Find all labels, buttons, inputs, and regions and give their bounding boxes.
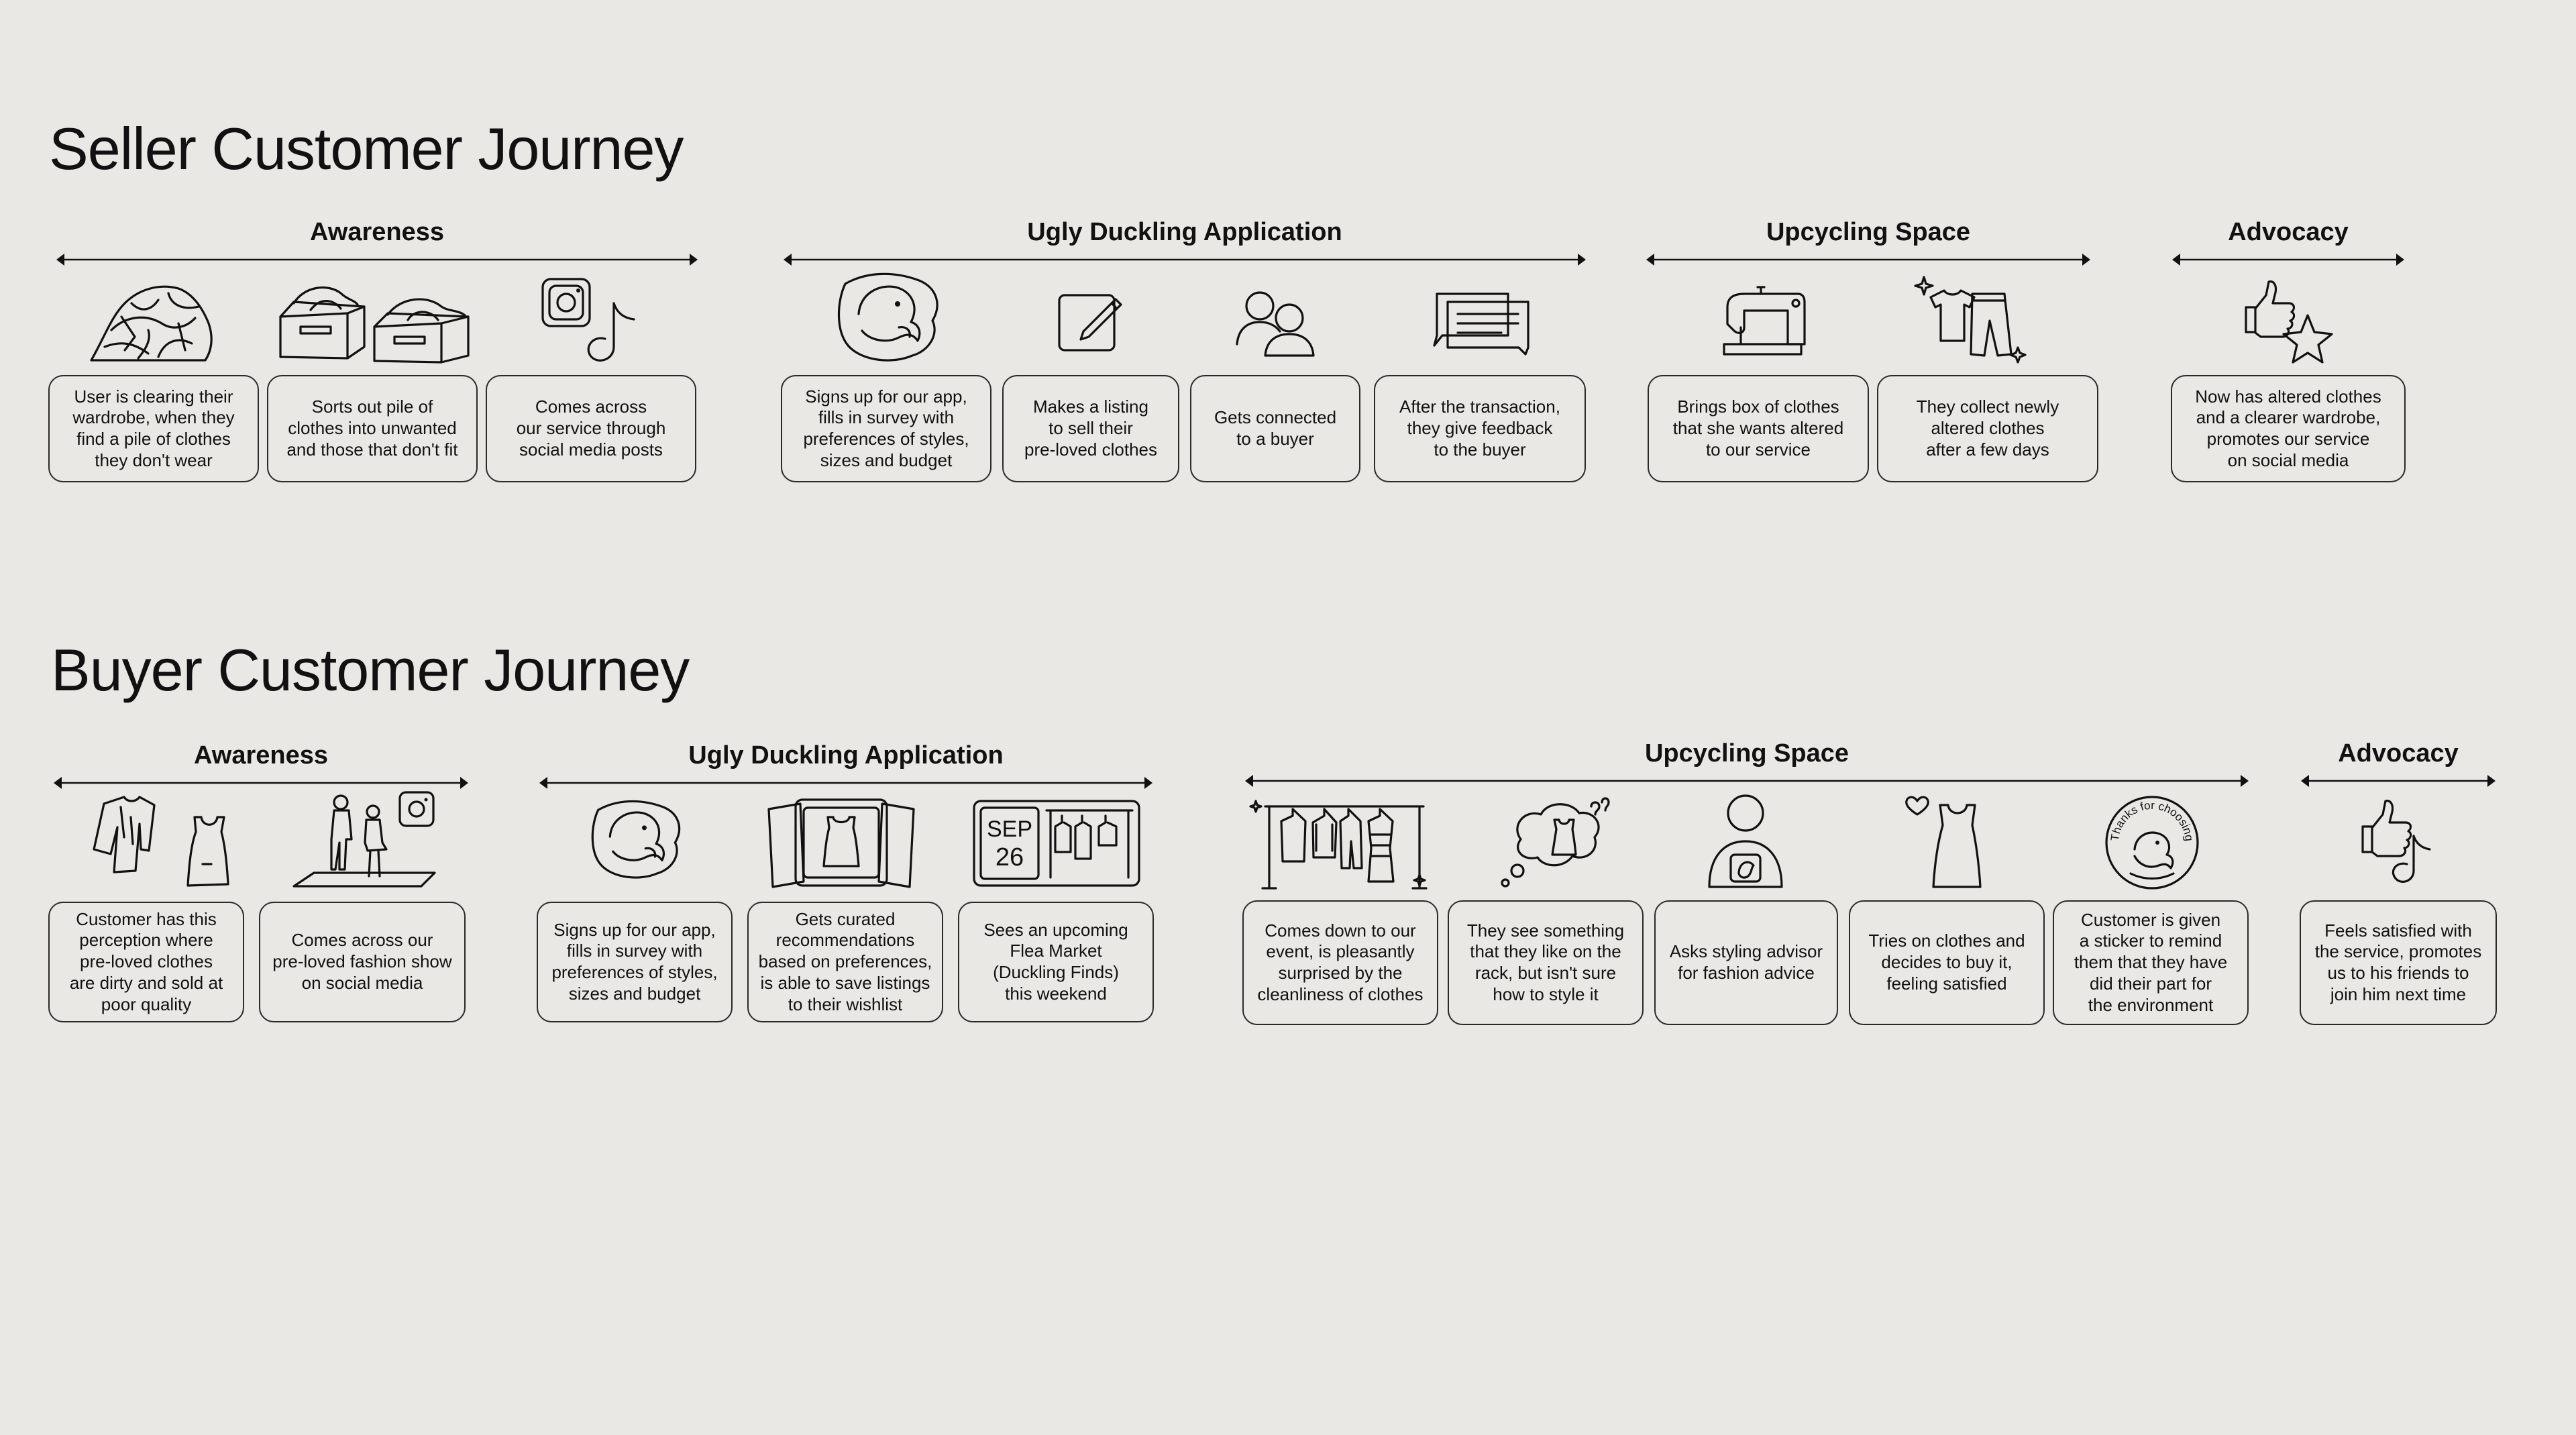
heart-tank-icon [1904,792,1984,891]
thumbs-up-star-icon [2241,275,2334,369]
worn-clothes-icon [87,790,255,891]
buyer-step-card [1448,900,1644,1025]
phase-arrow [1244,773,2250,789]
buyer-phase-advocacy [2300,741,2497,794]
svg-text:Thanks for choosing [2108,799,2196,842]
recommendation-cards-icon [763,796,919,890]
seller-step-card [267,375,478,482]
seller-step-card [486,375,696,482]
phase-label: Advocacy [2228,218,2349,246]
phase-arrow [2171,252,2406,268]
sticker-text: Thanks for choosing [2108,798,2196,842]
step-text: Sorts out pile of clothes into unwanted and those that don't fit [286,396,458,460]
duckling-logo-icon [832,267,946,368]
buyer-step-card [2300,900,2497,1025]
seller-phase-awareness [55,219,699,273]
phase-arrow [538,775,1154,791]
phase-label: Awareness [194,741,328,769]
seller-phase-advocacy [2171,219,2406,273]
seller-phase-upcycling [1645,219,2092,273]
seller-phase-app [782,219,1587,273]
step-text: Brings box of clothes that she wants altered to our service [1672,396,1844,460]
step-text: User is clearing their wardrobe, when they find a pile of clothes they don't wear [72,386,235,470]
step-text: Comes down to our event, is pleasantly surprised by the cleanliness of clothes [1257,920,1424,1004]
phase-arrow [782,252,1587,268]
buyer-step-card [1242,900,1438,1025]
buyer-step-card [1849,900,2045,1025]
edit-icon [1057,290,1124,354]
step-text: Comes across our service through social media posts [516,396,666,460]
buyer-step-card [747,902,943,1022]
buyer-step-card [958,902,1154,1022]
step-text: Makes a listing to sell their pre-loved clothes [1024,396,1157,460]
buyer-phase-upcycling [1244,741,2250,794]
phase-label: Ugly Duckling Application [688,741,1004,769]
phase-arrow [55,252,699,268]
step-text: Now has altered clothes and a clearer wardrobe, promotes our service on social media [2195,386,2381,470]
thumbs-up-tiktok-icon [2359,796,2439,887]
calendar-day: 26 [995,843,1024,871]
step-text: Comes across our pre-loved fashion show on social media [272,930,452,993]
buyer-step-card [537,902,733,1022]
seller-step-card [1648,375,1869,482]
buyer-step-card [259,902,466,1022]
step-text: Feels satisfied with the service, promotes us to his friends to join him next time [2314,920,2482,1004]
duckling-logo-icon [586,794,687,885]
seller-step-card [48,375,259,482]
thought-bubble-icon [1497,796,1611,890]
calendar-month: SEP [986,816,1033,842]
phase-arrow [2300,773,2497,789]
phase-label: Advocacy [2338,739,2459,767]
step-text: They see something that they like on the rack, but isn't sure how to style it [1466,920,1625,1004]
social-media-icon [540,276,647,367]
buyer-step-card [2053,900,2249,1025]
buyer-step-card [1654,900,1838,1025]
calendar-rack-icon [971,798,1142,888]
altered-clothes-icon [1911,274,2028,368]
step-text: Signs up for our app, fills in survey with preferences of styles, sizes and budget [803,386,969,470]
phase-label: Awareness [310,218,444,246]
advisor-icon [1704,793,1787,888]
step-text: They collect newly altered clothes after a few days [1916,396,2059,460]
step-text: Signs up for our app, fills in survey with preferences of styles, sizes and budget [551,919,718,1004]
buyer-journey-title: Buyer Customer Journey [51,637,690,703]
users-icon [1234,287,1318,358]
step-text: Tries on clothes and decides to buy it, feeling satisfied [1868,931,2025,994]
seller-step-card [1002,375,1179,482]
sewing-machine-icon [1721,287,1808,361]
step-text: Customer has this perception where pre-loved clothes are dirty and sold at poor quality [69,908,223,1014]
step-text: Customer is given a sticker to remind them that they have did their part for the environment [2074,909,2228,1015]
seller-step-card [1374,375,1586,482]
seller-step-card [781,375,991,482]
seller-step-card [1190,375,1360,482]
seller-step-card [2171,375,2406,482]
step-text: After the transaction, they give feedback to the buyer [1399,396,1560,460]
step-text: Gets curated recommendations based on preferences, is able to save listings to their wishlist [758,908,932,1014]
seller-journey-title: Seller Customer Journey [49,115,684,182]
buyer-phase-awareness [52,743,470,796]
boxes-icon [274,283,475,364]
clothes-pile-icon [85,276,219,367]
seller-step-card [1877,375,2098,482]
phase-label: Upcycling Space [1644,739,1849,767]
fashion-show-icon [287,789,448,893]
step-text: Sees an upcoming Flea Market (Duckling Finds) this weekend [983,919,1128,1004]
step-text: Asks styling advisor for fashion advice [1669,941,1823,983]
clothing-rack-icon [1249,794,1429,894]
phase-label: Upcycling Space [1766,218,1971,246]
sticker-icon [2104,794,2200,891]
phase-label: Ugly Duckling Application [1027,218,1342,246]
phase-arrow [1645,252,2092,268]
buyer-step-card [48,902,244,1022]
chat-icon [1428,288,1532,356]
step-text: Gets connected to a buyer [1214,407,1337,449]
buyer-phase-app [538,743,1154,796]
